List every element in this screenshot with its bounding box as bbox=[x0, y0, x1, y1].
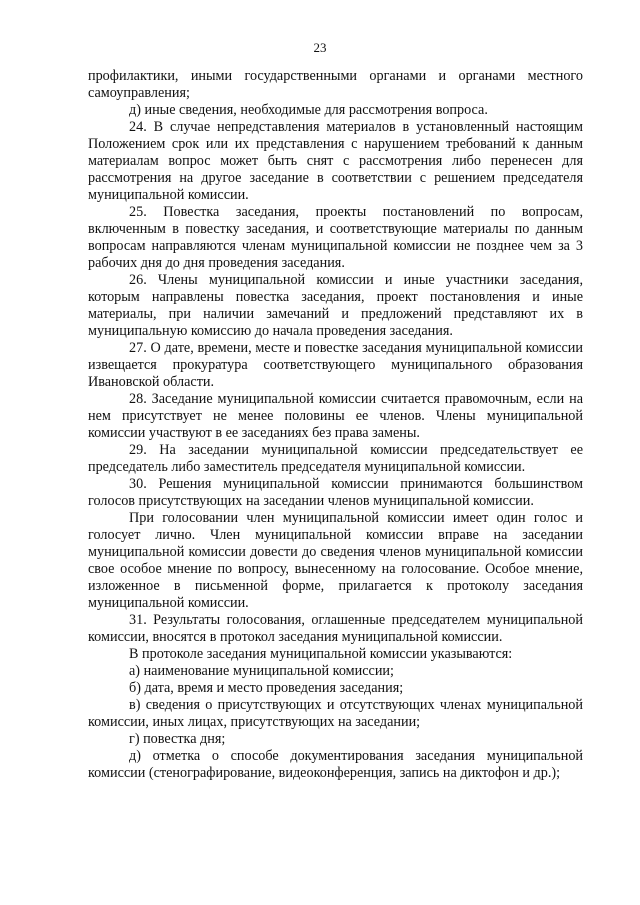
list-item-d: д) отметка о способе документирования заседания муниципальной комиссии (стенографирование, видеоконференция, запись на диктофон и др.); bbox=[88, 748, 583, 781]
paragraph-26: 26. Члены муниципальной комиссии и иные участники заседания, которым направлены повестка заседания, проект постановления и иные материалы, при наличии замечаний и предложений представляют их в муниципальную комиссию до начала проведения заседания. bbox=[88, 272, 583, 339]
paragraph-31: 31. Результаты голосования, оглашенные председателем муниципальной комиссии, вносятся в протокол заседания муниципальной комиссии. bbox=[88, 612, 583, 645]
list-item-v: в) сведения о присутствующих и отсутствующих членах муниципальной комиссии, иных лицах, присутствующих на заседании; bbox=[88, 697, 583, 730]
paragraph-27: 27. О дате, времени, месте и повестке заседания муниципальной комиссии извещается прокуратура соответствующего муниципального образования Ивановской области. bbox=[88, 340, 583, 390]
paragraph-30: 30. Решения муниципальной комиссии принимаются большинством голосов присутствующих на заседании членов муниципальной комиссии. bbox=[88, 476, 583, 509]
paragraph-1: профилактики, иными государственными органами и органами местного самоуправления; bbox=[88, 68, 583, 101]
paragraph-voting: При голосовании член муниципальной комиссии имеет один голос и голосует лично. Член муниципальной комиссии вправе на заседании муниципальной комиссии довести до сведения членов муниципальной комиссии свое особое мнение по вопросу, вынесенному на голосование. Особое мнение, изложенное в письменной форме, прилагается к протоколу заседания муниципальной комиссии. bbox=[88, 510, 583, 611]
document-body bbox=[88, 68, 583, 782]
paragraph-25: 25. Повестка заседания, проекты постановлений по вопросам, включенным в повестку заседания, и соответствующие материалы по данным вопросам направляются членам муниципальной комиссии не позднее чем за 3 рабочих дня до дня проведения заседания. bbox=[88, 204, 583, 271]
list-item-b: б) дата, время и место проведения заседания; bbox=[129, 680, 404, 696]
paragraph-28: 28. Заседание муниципальной комиссии считается правомочным, если на нем присутствует не менее половины ее членов. Члены муниципальной комиссии участвуют в ее заседаниях без права замены. bbox=[88, 391, 583, 441]
paragraph-29: 29. На заседании муниципальной комиссии председательствует ее председатель либо заместитель председателя муниципальной комиссии. bbox=[88, 442, 583, 475]
list-item-a: а) наименование муниципальной комиссии; bbox=[129, 663, 394, 679]
paragraph-2: д) иные сведения, необходимые для рассмотрения вопроса. bbox=[129, 102, 488, 118]
list-item-g: г) повестка дня; bbox=[129, 731, 226, 747]
page-number: 23 bbox=[313, 40, 327, 55]
paragraph-protocol-intro: В протоколе заседания муниципальной комиссии указываются: bbox=[129, 646, 513, 662]
paragraph-24: 24. В случае непредставления материалов в установленный настоящим Положением срок или их представления с нарушением требований к данным материалам вопрос может быть снят с рассмотрения либо перенесен для рассмотрения на другое заседание в соответствии с решением председателя муниципальной комиссии. bbox=[88, 119, 583, 203]
